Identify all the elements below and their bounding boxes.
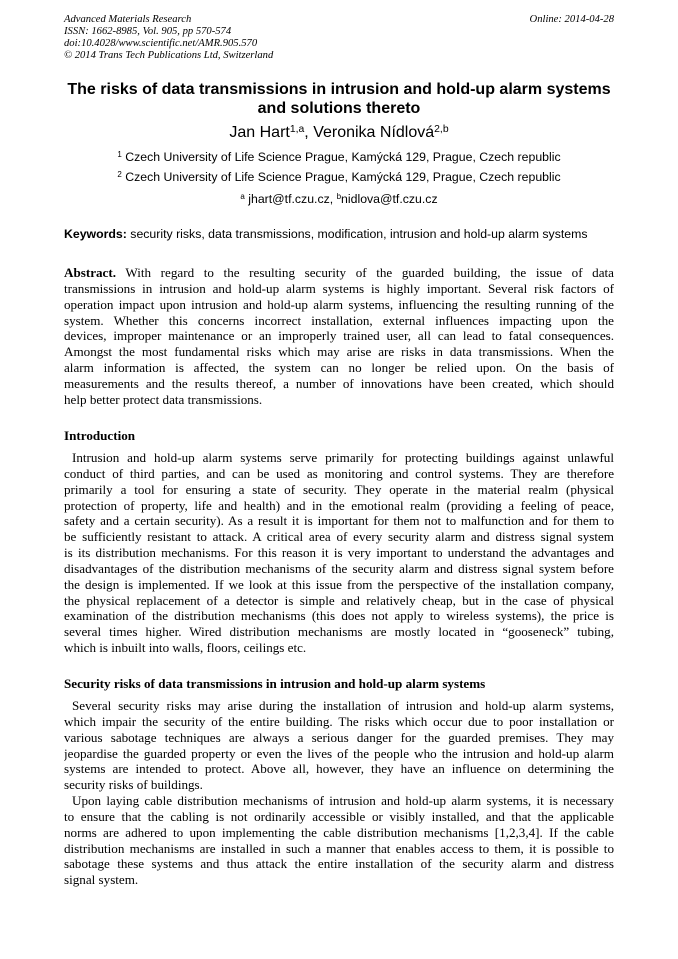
text-line: the design is implemented. If we look at this issue from the perspective of the installation company, xyxy=(64,576,614,592)
text-line: transmissions in intrusion and hold-up alarm systems is highly important. Several risk factors of xyxy=(64,280,614,296)
email-sup: b xyxy=(336,192,342,201)
title-line: and solutions thereto xyxy=(257,100,421,117)
text-line: system. Whether this concerns incorrect installation, external influences impacting upon the xyxy=(64,312,614,328)
text-line: Several security risks may arise during the installation of intrusion and hold-up alarm systems, xyxy=(72,698,614,713)
email-sup: a xyxy=(240,192,245,201)
journal-name: Advanced Materials Research xyxy=(64,14,192,25)
text-line: primarily a tool for ensuring a state of security. They operate in the material realm (physical xyxy=(64,481,614,497)
text-line: measurements and the results thereof, a number of innovations have been created, which should xyxy=(64,375,614,391)
text-line: norms are adhered to upon implementing the cable distribution mechanisms [1,2,3,4]. If the cable xyxy=(64,824,614,840)
email-link[interactable]: nidlova@tf.czu.cz xyxy=(341,192,438,206)
text-line: Amongst the most fundamental risks which may arise are risks in data transmissions. When the xyxy=(64,344,614,360)
author-sup: 2,b xyxy=(434,124,449,135)
text-line: the physical replacement of a detector is simple and relatively cheap, but in the case of physical xyxy=(64,592,614,608)
text-line: alarm information is affected, the system can no longer be relied upon. On the basis of xyxy=(64,360,614,376)
email-link[interactable]: jhart@tf.czu.cz, xyxy=(244,192,337,206)
security-paragraph-1 xyxy=(64,698,614,793)
text-line: conduct of third parties, and can be used as monitoring and control systems. They are therefore xyxy=(64,465,614,481)
journal-header xyxy=(64,14,273,62)
copyright: © 2014 Trans Tech Publications Ltd, Switzerland xyxy=(64,50,274,61)
paper-title xyxy=(40,80,638,118)
text-line: protection of property, life and health) and in the emotional realm (providing a feeling of peace, xyxy=(64,497,614,513)
text-line: jeopardise the guarded property or even the lives of the people who the intrusion and hold-up alarm xyxy=(64,745,614,761)
text-run: With regard to the resulting security of the guarded building, the issue of data xyxy=(116,265,614,280)
abstract xyxy=(64,265,614,408)
text-line: Upon laying cable distribution mechanisms of intrusion and hold-up alarm systems, it is necessary xyxy=(72,793,614,808)
affiliation xyxy=(0,150,678,165)
text-line: systems are intended to protect. Above all, however, they have an influence on determining the xyxy=(64,761,614,777)
text-line: is its distribution mechanisms. For this reason it is very important to understand the advantages and xyxy=(64,545,614,561)
author-separator: , xyxy=(304,124,314,141)
author-name: Jan Hart xyxy=(229,124,290,141)
text-line: devices, improper maintenance or an improperly trained user, all can lead to fatal consequences. xyxy=(64,328,614,344)
section-heading-security: Security risks of data transmissions in intrusion and hold-up alarm systems xyxy=(64,676,486,691)
affiliation xyxy=(0,170,678,185)
introduction-paragraph xyxy=(64,450,614,656)
abstract-label: Abstract. xyxy=(64,265,116,280)
text-line: various sabotage techniques are always a serious danger for the guarded premises. They may xyxy=(64,729,614,745)
text-line: Intrusion and hold-up alarm systems serve primarily for protecting buildings against unlawful xyxy=(72,450,614,465)
affiliation-sup: 2 xyxy=(117,170,122,179)
text-line: signal system. xyxy=(64,872,139,888)
text-line: distribution mechanisms are installed in such a manner that enables access to them, it is possible to xyxy=(64,840,614,856)
text-line: sabotage these systems and thus attack the entire installation of the security alarm and distress xyxy=(64,856,614,872)
authors xyxy=(0,123,678,143)
author-name: Veronika Nídlová xyxy=(313,124,435,141)
emails xyxy=(0,192,678,207)
keywords-label: Keywords: xyxy=(64,227,127,241)
text-line: operation impact upon intrusion and hold-up alarm systems, influencing the resulting running of the xyxy=(64,296,614,312)
text-line: examination of the distribution mechanisms (this does not apply to wireless systems), the price is xyxy=(64,608,614,624)
affiliation-text: Czech University of Life Science Prague, Kamýcká 129, Prague, Czech republic xyxy=(121,150,561,164)
doi: doi:10.4028/www.scientific.net/AMR.905.570 xyxy=(64,38,258,49)
author-sup: 1,a xyxy=(289,124,305,135)
affiliation-text: Czech University of Life Science Prague, Kamýcká 129, Prague, Czech republic xyxy=(121,170,561,184)
text-line xyxy=(64,265,614,281)
text-line: several times higher. Wired distribution mechanisms are mostly located in “gooseneck” tubing, xyxy=(64,624,614,640)
text-line: which is inbuilt into walls, floors, ceilings etc. xyxy=(64,640,307,656)
text-line: which impair the security of the entire building. The risks which occur due to poor installation or xyxy=(64,713,614,729)
text-line: help better protect data transmissions. xyxy=(64,391,263,407)
text-line: safety and a certain security). As a result it is important for them not to malfunction and for them to xyxy=(64,513,614,529)
text-line: disadvantages of the distribution mechanisms of the security alarm and distress signal system before xyxy=(64,560,614,576)
keywords xyxy=(64,227,588,242)
section-heading-introduction: Introduction xyxy=(64,428,136,443)
text-line: to ensure that the cabling is not ordinarily accessible or visibly installed, and that the applicable xyxy=(64,808,614,824)
keywords-text: security risks, data transmissions, modification, intrusion and hold-up alarm systems xyxy=(126,227,588,241)
text-line: security risks of buildings. xyxy=(64,777,203,793)
online-date: Online: 2014-04-28 xyxy=(529,14,614,25)
security-paragraph-2 xyxy=(64,793,614,888)
text-line: be sufficiently resistant to attack. A critical area of every security alarm and distress signal system xyxy=(64,529,614,545)
title-line: The risks of data transmissions in intrusion and hold-up alarm systems xyxy=(67,81,611,98)
affiliation-sup: 1 xyxy=(117,150,122,159)
issn: ISSN: 1662-8985, Vol. 905, pp 570-574 xyxy=(64,26,232,37)
